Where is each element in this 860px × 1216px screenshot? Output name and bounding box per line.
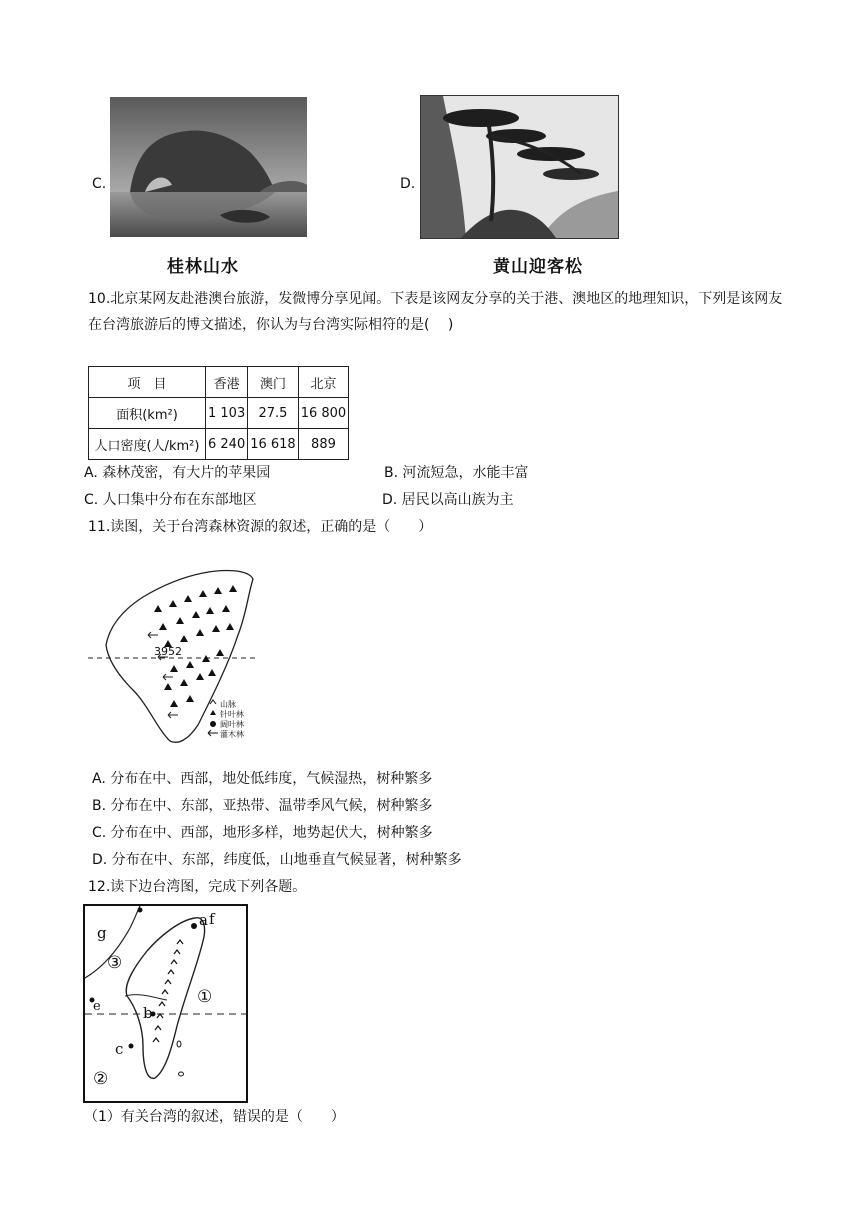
guilin-landscape-image [110, 97, 307, 237]
question-12-sub1: （1）有关台湾的叙述，错误的是（ ） [84, 1109, 345, 1125]
taiwan-forest-map [88, 565, 268, 750]
q11-option-b: B. 分布在中、东部，亚热带、温带季风气候，树种繁多 [92, 798, 433, 814]
q11-option-a: A. 分布在中、西部，地处低纬度，气候湿热，树种繁多 [92, 771, 433, 787]
table-cell: 面积(km²) [89, 398, 206, 429]
table-header: 北京 [298, 367, 349, 398]
table-cell: 16 618 [248, 429, 299, 460]
taiwan-forest-map-graphic [88, 565, 268, 750]
q11-option-c: C. 分布在中、西部，地形多样，地势起伏大，树种繁多 [92, 825, 433, 841]
taiwan-outline-map-graphic [85, 906, 246, 1101]
table-cell: 6 240 [206, 429, 248, 460]
table-header-row [89, 367, 349, 398]
map-label-g: g [97, 924, 107, 942]
option-c-letter: C. [92, 176, 107, 192]
hk-macau-beijing-table [88, 366, 349, 460]
q10-option-b: B. 河流短急，水能丰富 [384, 465, 529, 481]
question-12-stem: 12.读下边台湾图，完成下列各题。 [88, 879, 307, 895]
q10-option-a: A. 森林茂密，有大片的苹果园 [84, 465, 271, 481]
option-d-letter: D. [400, 176, 416, 192]
table-cell: 人口密度(人/km²) [89, 429, 206, 460]
taiwan-outline-map [83, 904, 248, 1103]
legend-broadleaf: 阔叶林 [220, 720, 244, 729]
option-d-caption: 黄山迎客松 [493, 257, 583, 277]
q11-option-d: D. 分布在中、东部，纬度低，山地垂直气候显著，树种繁多 [92, 852, 462, 868]
map-label-f: f [209, 910, 215, 928]
q10-option-c: C. 人口集中分布在东部地区 [84, 492, 257, 508]
table-cell: 889 [298, 429, 349, 460]
huangshan-pine-image [421, 96, 618, 238]
legend-shrub: 灌木林 [220, 730, 244, 739]
guilin-landscape-photo [110, 97, 307, 237]
legend-mountain: 山脉 [220, 700, 236, 709]
question-11-stem: 11.读图，关于台湾森林资源的叙述，正确的是（ ） [88, 519, 433, 535]
q10-option-d: D. 居民以高山族为主 [382, 492, 514, 508]
table-header: 澳门 [248, 367, 299, 398]
table-cell: 1 103 [206, 398, 248, 429]
table-row [89, 429, 349, 460]
option-c-caption: 桂林山水 [167, 257, 239, 277]
table-cell: 27.5 [248, 398, 299, 429]
question-10-stem: 10.北京某网友赴港澳台旅游，发微博分享见闻。下表是该网友分享的关于港、澳地区的地理知识，下列是该网友在台湾旅游后的博文描述，你认为与台湾实际相符的是( ) [88, 291, 783, 333]
map-label-b: b [143, 1004, 153, 1022]
region-label-2: ② [93, 1069, 109, 1089]
table-row [89, 398, 349, 429]
region-label-3: ③ [107, 953, 123, 973]
map-label-e: e [93, 999, 101, 1014]
table-cell: 16 800 [298, 398, 349, 429]
map-label-c: c [115, 1040, 124, 1058]
legend-conifer: 针叶林 [220, 710, 244, 719]
table-header: 香港 [206, 367, 248, 398]
region-label-1: ① [197, 987, 213, 1007]
huangshan-pine-photo [420, 95, 619, 239]
table-header: 项 目 [89, 367, 206, 398]
peak-elevation-label: 3952 [154, 645, 182, 658]
map-label-a: a [199, 911, 208, 929]
